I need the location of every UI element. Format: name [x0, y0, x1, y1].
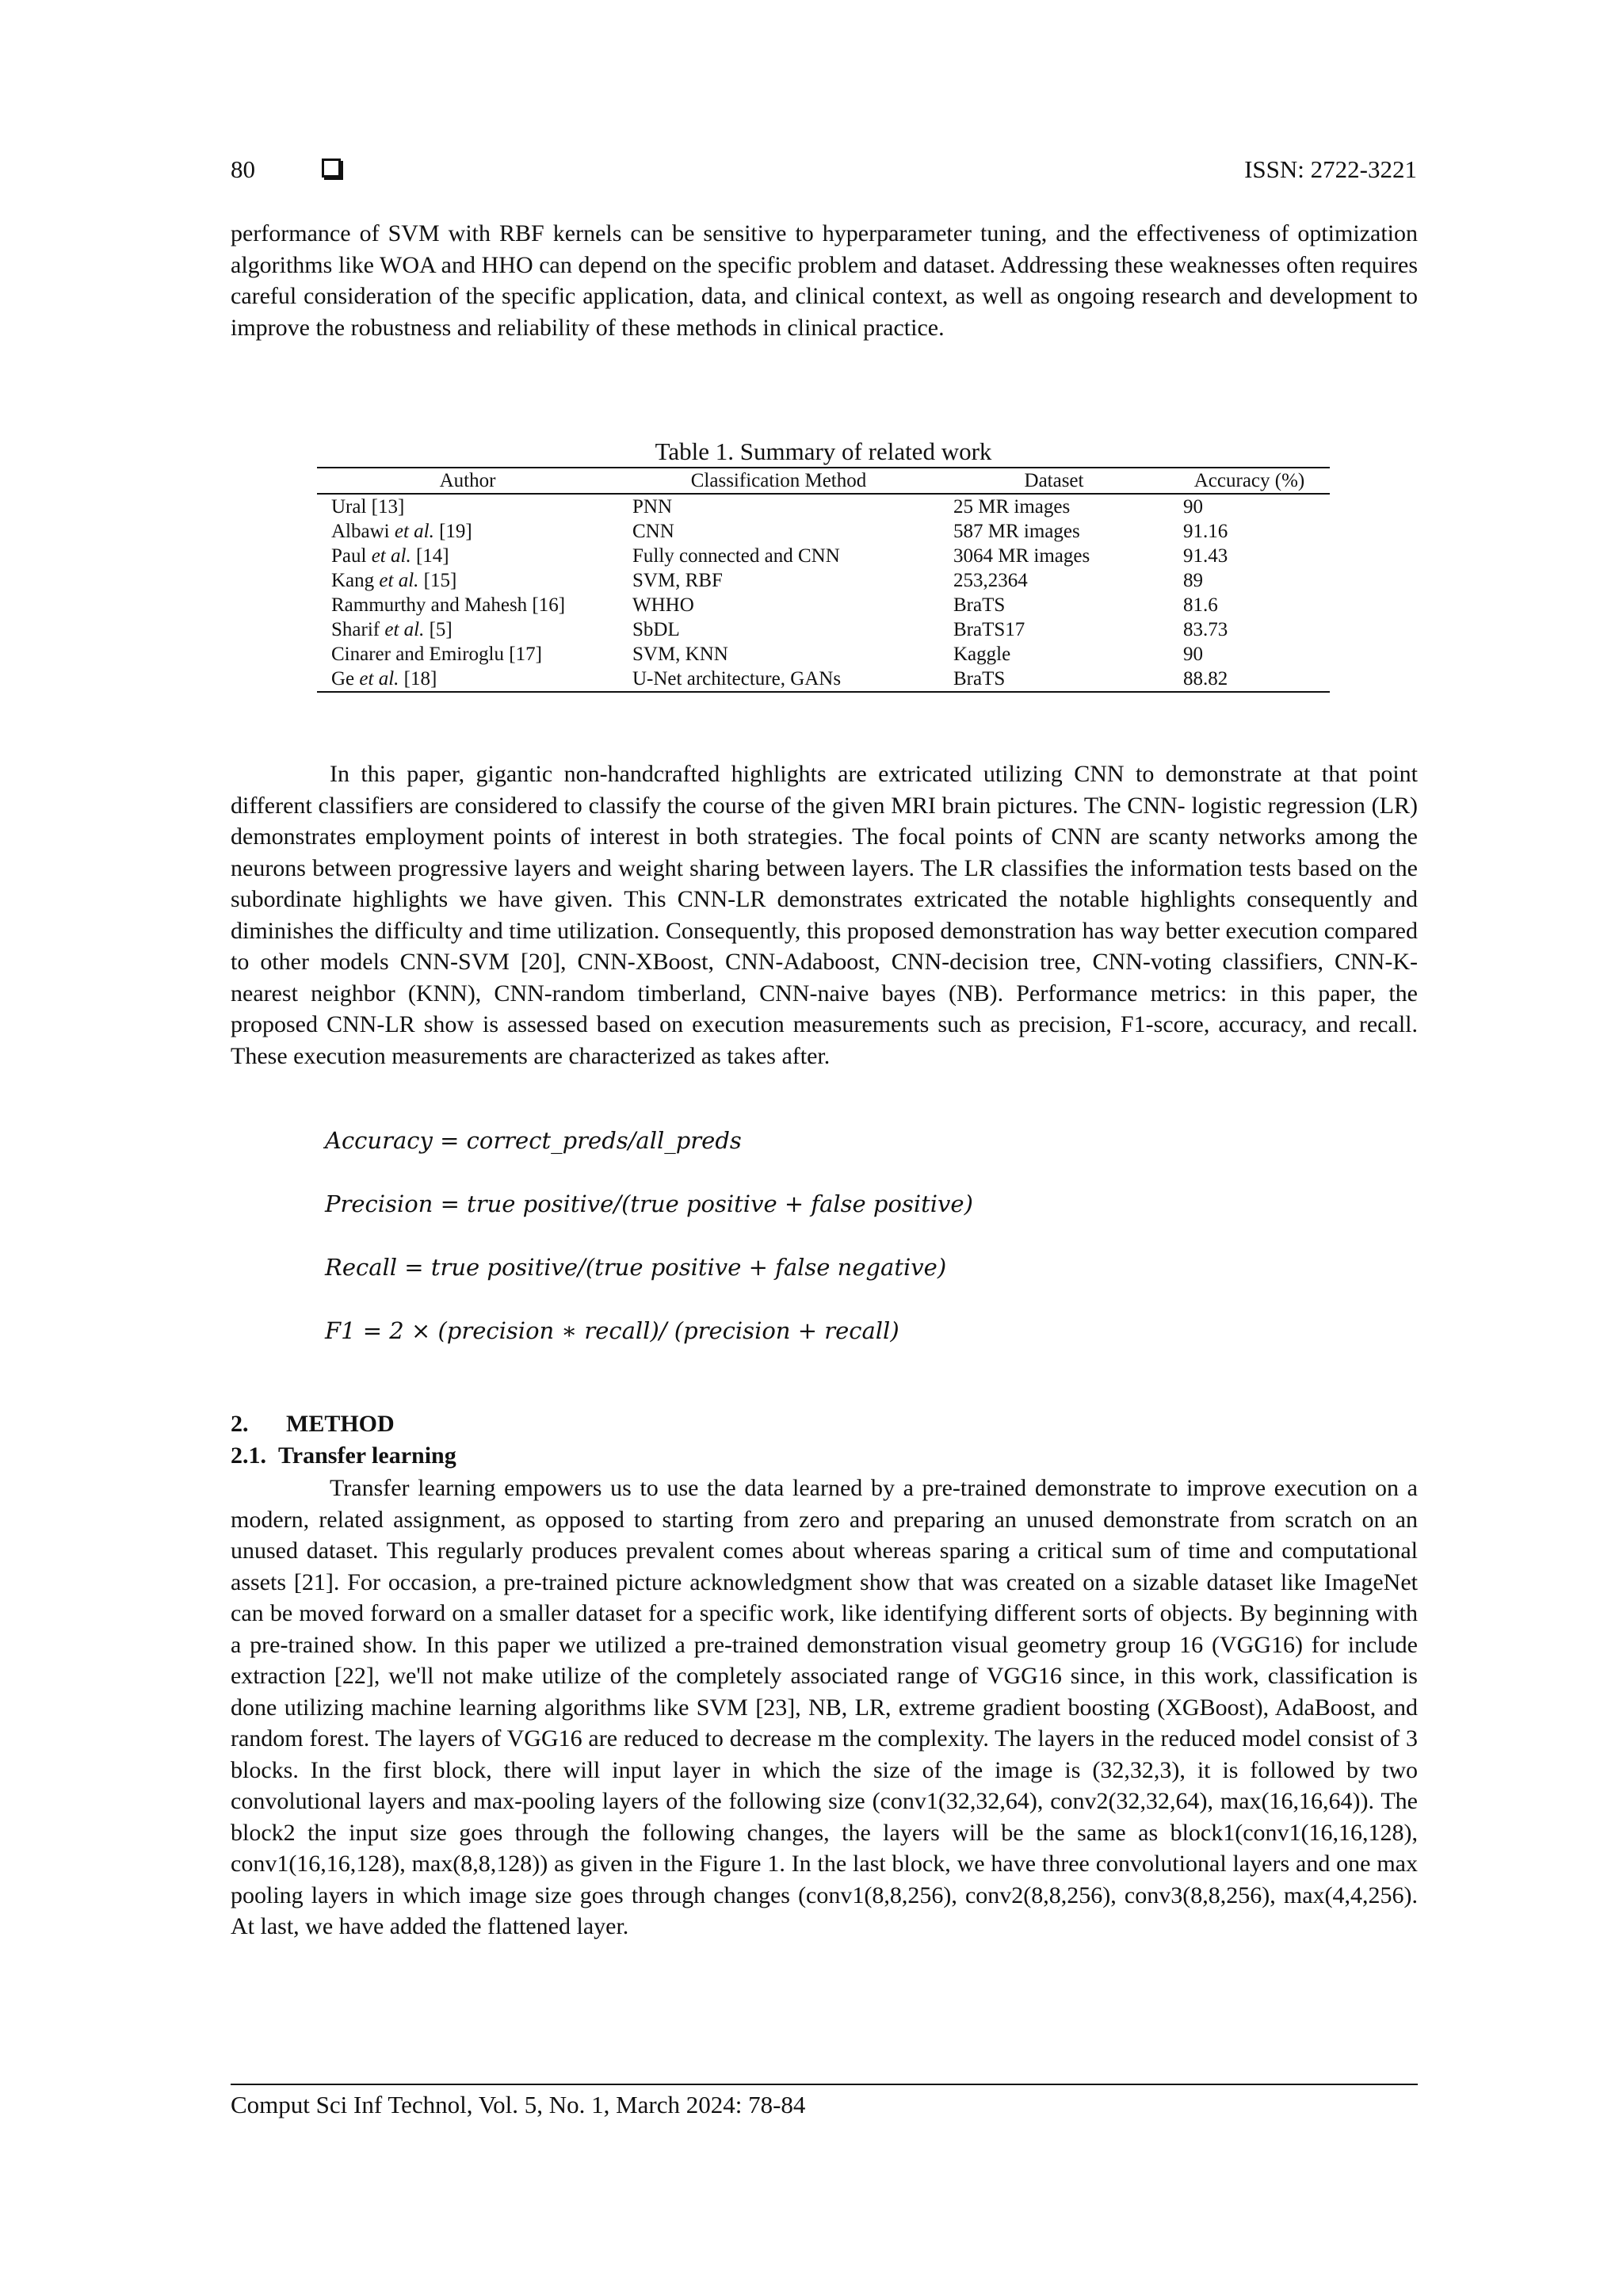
table-row [317, 617, 1330, 642]
column-header-dataset: Dataset [939, 468, 1169, 494]
table-row [317, 642, 1330, 667]
body-paragraph-2: Transfer learning empowers us to use the data learned by a pre-trained demonstrate to improve execution on a modern, related assignment, as opposed to starting from zero and preparing an unused demonstrate from scratch on an unused dataset. This regularly produces prevalent comes about whereas sparing a critical sum of time and computational assets [21]. For occasion, a pre-trained picture acknowledgment show that was created on a sizable dataset like ImageNet can be moved forward on a smaller dataset for a specific work, like identifying different sorts of objects. By beginning with a pre-trained show. In this paper we utilized a pre-trained demonstration visual geometry group 16 (VGG16) for include extraction [22], we'll not make utilize of the completely associated range of VGG16 since, in this work, classification is done utilizing machine learning algorithms like SVM [23], NB, LR, extreme gradient boosting (XGBoost), AdaBoost, and random forest. The layers of VGG16 are reduced to decrease m the complexity. The layers in the reduced model consist of 3 blocks. In the first block, there will input layer in which the size of the image is (32,32,3), it is followed by two convolutional layers and max-pooling layers of the following size (conv1(32,32,64), conv2(32,32,64), max(16,16,64)). The block2 the input size goes through the following changes, the layers will be the same as block1(conv1(16,16,128), conv1(16,16,128), max(8,8,128)) as given in the Figure 1. In the last block, we have three convolutional layers and one max pooling layers in which image size goes through changes (conv1(8,8,256), conv2(8,8,256), conv3(8,8,256), max(4,4,256). At last, we have added the flattened layer. [231, 1475, 1418, 1939]
subsection-number: 2.1. [231, 1442, 266, 1469]
cell-author: Ge et al. [18] [317, 667, 618, 692]
cell-accuracy: 83.73 [1183, 619, 1228, 640]
cell-method: SVM, RBF [632, 570, 723, 591]
footer-divider [231, 2084, 1418, 2085]
section-heading [231, 1411, 395, 1438]
cell-method: CNN [632, 521, 674, 542]
column-header-method: Classification Method [618, 468, 939, 494]
cell-dataset: BraTS17 [953, 619, 1025, 640]
body-paragraph-1: In this paper, gigantic non-handcrafted highlights are extricated utilizing CNN to demonstrate at that point different classifiers are considered to classify the course of the given MRI brain pictures. The CNN- logistic regression (LR) demonstrates employment points of interest in both strategies. The focal points of CNN are scanty networks among the neurons between progressive layers and weight sharing between layers. The LR classifies the information tests based on the subordinate highlights we have given. This CNN-LR demonstrates extricated the notable highlights consequently and diminishes the difficulty and time utilization. Consequently, this proposed demonstration has way better execution compared to other models CNN-SVM [20], CNN-XBoost, CNN-Adaboost, CNN-decision tree, CNN-voting classifiers, CNN-K-nearest neighbor (KNN), CNN-random timberland, CNN-naive bayes (NB). Performance metrics: in this paper, the proposed CNN-LR show is assessed based on execution measurements such as precision, F1-score, accuracy, and recall. These execution measurements are characterized as takes after. [231, 761, 1418, 1069]
cell-accuracy: 90 [1183, 496, 1203, 518]
page-number: 80 [231, 155, 255, 183]
column-header-accuracy: Accuracy (%) [1169, 468, 1330, 494]
table-row [317, 593, 1330, 617]
table-row [317, 544, 1330, 568]
table-row [317, 568, 1330, 593]
cell-author: Sharif et al. [5] [331, 619, 453, 640]
cell-author: Paul et al. [14] [331, 545, 449, 567]
cell-author: Ural [13] [331, 496, 405, 518]
cell-dataset: 253,2364 [953, 570, 1028, 591]
cell-author: Kang et al. [15] [331, 570, 457, 591]
square-bullet-icon [322, 159, 341, 178]
cell-method: WHHO [632, 594, 694, 616]
cell-accuracy: 88.82 [1169, 667, 1330, 692]
equation-accuracy: Accuracy = correct_preds/all_preds [325, 1127, 742, 1154]
section-title: METHOD [286, 1411, 395, 1437]
equation-precision: Precision = true positive/(true positive + false positive) [325, 1190, 973, 1217]
table-header-row [317, 468, 1330, 494]
cell-method: U-Net architecture, GANs [618, 667, 939, 692]
cell-dataset: Kaggle [953, 644, 1011, 665]
cell-accuracy: 91.43 [1183, 545, 1228, 567]
cell-accuracy: 91.16 [1183, 521, 1228, 542]
footer-citation: Comput Sci Inf Technol, Vol. 5, No. 1, March 2024: 78-84 [231, 2091, 806, 2118]
cell-author: Albawi et al. [19] [331, 521, 472, 542]
cell-dataset: BraTS [939, 667, 1169, 692]
cell-dataset: 3064 MR images [953, 545, 1090, 567]
table-caption: Table 1. Summary of related work [655, 437, 992, 465]
equation-recall: Recall = true positive/(true positive + false negative) [325, 1254, 947, 1281]
subsection-title: Transfer learning [278, 1442, 456, 1469]
subsection-heading [231, 1442, 456, 1469]
section-number: 2. [231, 1411, 249, 1437]
cell-accuracy: 81.6 [1183, 594, 1218, 616]
equation-f1: F1 = 2 × (precision ∗ recall)/ (precision + recall) [325, 1317, 899, 1344]
cell-author: Cinarer and Emiroglu [17] [331, 644, 542, 665]
cell-dataset: 25 MR images [953, 496, 1071, 518]
cell-method: PNN [632, 496, 673, 518]
table-row [317, 519, 1330, 544]
cell-dataset: 587 MR images [953, 521, 1080, 542]
cell-dataset: BraTS [953, 594, 1006, 616]
cell-method: Fully connected and CNN [632, 545, 840, 567]
related-work-table [317, 467, 1330, 693]
cell-method: SVM, KNN [632, 644, 728, 665]
cell-accuracy: 90 [1183, 644, 1203, 665]
table-row [317, 667, 1330, 692]
intro-paragraph: performance of SVM with RBF kernels can be sensitive to hyperparameter tuning, and the effectiveness of optimization algorithms like WOA and HHO can depend on the specific problem and dataset. Addressing these weaknesses often requires careful consideration of the specific application, data, and clinical context, as well as ongoing research and development to improve the robustness and reliability of these methods in clinical practice. [231, 220, 1418, 341]
column-header-author: Author [317, 468, 618, 494]
cell-author: Rammurthy and Mahesh [16] [331, 594, 566, 616]
issn: ISSN: 2722-3221 [1244, 155, 1417, 183]
cell-method: SbDL [632, 619, 680, 640]
cell-accuracy: 89 [1183, 570, 1203, 591]
table-row [317, 494, 1330, 519]
